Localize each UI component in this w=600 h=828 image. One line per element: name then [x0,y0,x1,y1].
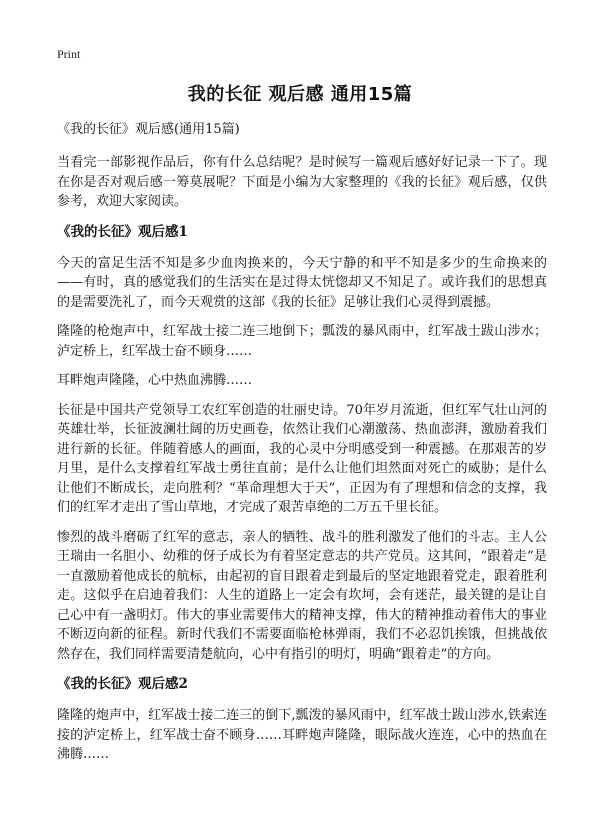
section1-paragraph-2: 隆隆的枪炮声中，红军战士接二连三地倒下；瓢泼的暴风雨中，红军战士跋山涉水；泸定桥上，红军战士奋不顾身…… [57,324,547,359]
section-heading-1: 《我的长征》观后感1 [57,223,188,240]
section1-paragraph-5: 惨烈的战斗磨砺了红军的意志，亲人的牺牲、战斗的胜利激发了他们的斗志。主人公王瑞由一名胆小、幼稚的伢子成长为有着坚定意志的共产党员。这其间，“跟着走”是一直激励着他成长的航标，由起初的盲目跟着走到最后的坚定地跟着党走，跟着胜利走。这似乎在启迪着我们：人生的道路上一定会有坎坷，会有迷茫，最关键的是让自己心中有一盏明灯。伟大的事业需要伟大的精神支撑，伟大的精神推动着伟大的事业不断迈向新的征程。新时代我们不需要面临枪林弹雨，我们不必忍饥挨饿，但挑战依然存在，我们同样需要清楚航向，心中有指引的明灯，明确“跟着走”的方向。 [57,529,547,662]
intro-paragraph: 当看完一部影视作品后，你有什么总结呢？是时候写一篇观后感好好记录一下了。现在你是否对观后感一筹莫展呢？下面是小编为大家整理的《我的长征》观后感，仅供参考，欢迎大家阅读。 [57,155,547,209]
section1-paragraph-3: 耳畔炮声隆隆，心中热血沸腾…… [57,373,253,388]
document-subtitle: 《我的长征》观后感(通用15篇) [57,122,240,137]
section1-paragraph-1: 今天的富足生活不知是多少血肉换来的，今天宁静的和平不知是多少的生命换来的——有时，真的感觉我们的生活实在是过得太恍惚却又不知足了。或许我们的思想真的是需要洗礼了，而今天观赏的这部《我的长征》足够让我们心灵得到震撼。 [57,255,547,310]
section-heading-2: 《我的长征》观后感2 [57,676,188,692]
section2-paragraph-1: 隆隆的炮声中，红军战士接二连三的倒下,瓢泼的暴风雨中，红军战士跋山涉水,铁索连接的泸定桥上，红军战士奋不顾身……耳畔炮声隆隆，眼际战火连连，心中的热血在沸腾…… [57,708,547,762]
section1-paragraph-4: 长征是中国共产党领导工农红军创造的壮丽史诗。70年岁月流逝，但红军气壮山河的英雄壮举，长征波澜壮阔的历史画卷，依然让我们心潮激荡、热血澎湃，激励着我们进行新的长征。伴随着感人的画面，我的心灵中分明感受到一种震撼。在那艰苦的岁月里，是什么支撑着红军战士勇往直前；是什么让他们坦然面对死亡的威胁；是什么让他们不断成长，走向胜利？“革命理想大于天”，正因为有了理想和信念的支撑，我们的红军才走出了雪山草地，才完成了艰苦卓绝的二万五千里长征。 [57,402,547,515]
print-label: Print [57,47,81,61]
document-body [57,120,547,775]
page-title: 我的长征 观后感 通用15篇 [187,84,413,105]
